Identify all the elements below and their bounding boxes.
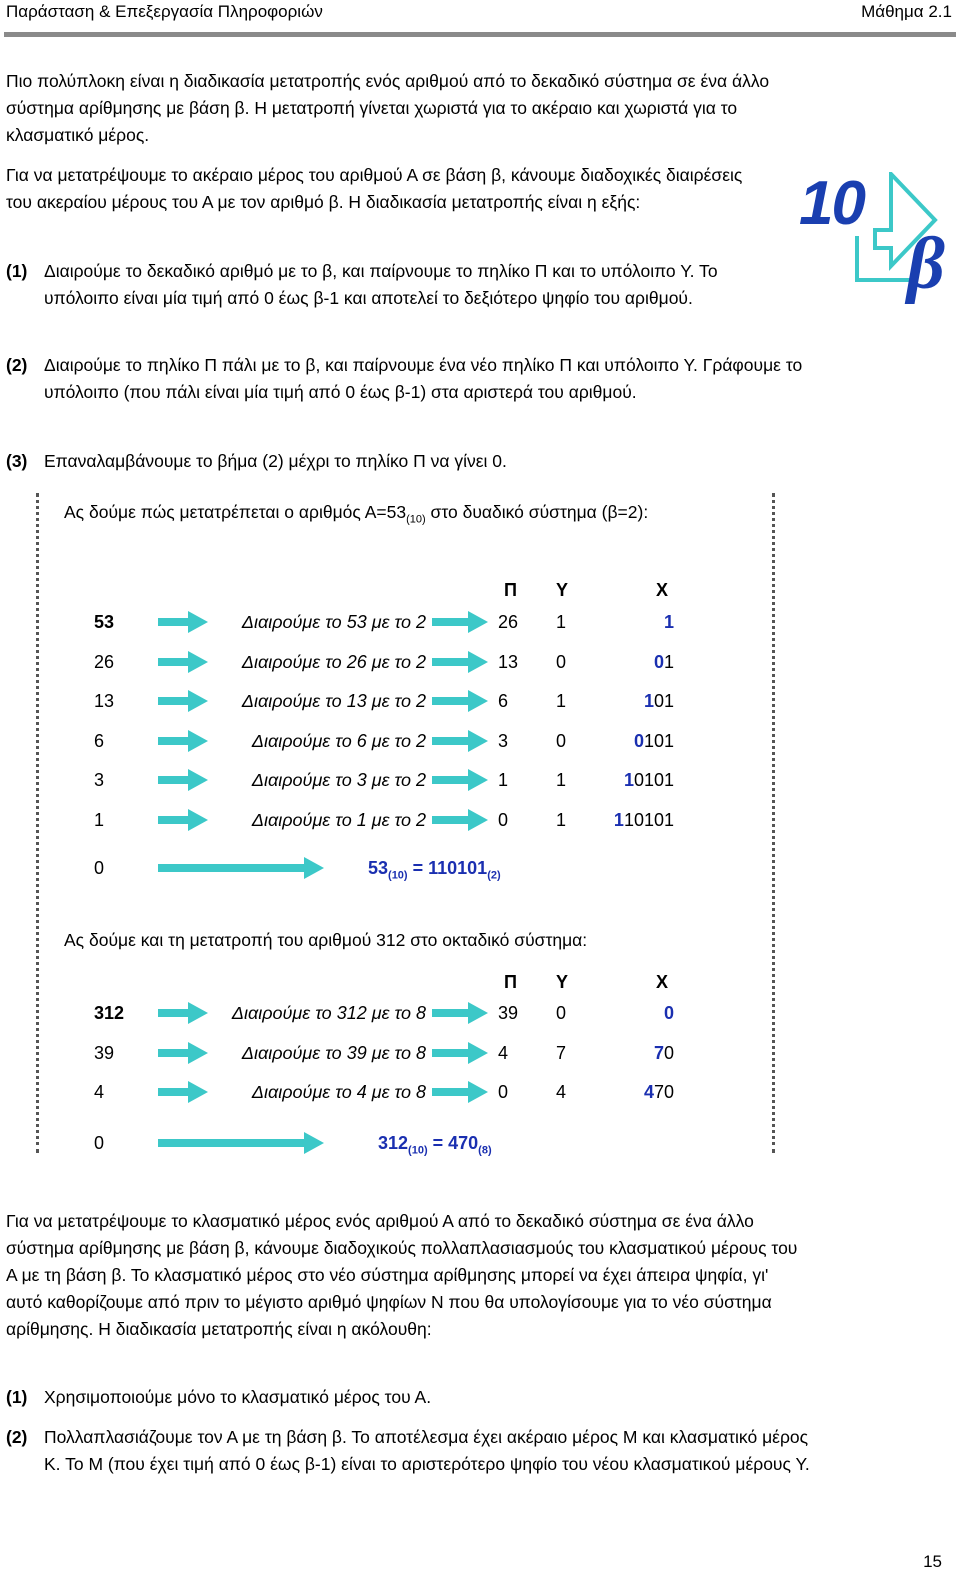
fraction-paragraph: Για να μετατρέψουμε το κλασματικό μέρος ενός αριθμού Α από το δεκαδικό σύστημα σε ένα άλλο σύστημα αρίθμησης με βάση β, κάνουμε διαδοχικούς πολλαπλασιασμούς του κλασματικού μέρους του Α με τη βάση β. Το κλασματικό μέρος στο νέο σύστημα αρίθμησης μπορεί να έχει άπειρα ψηφία, γι' αυτό καθορίζουμε από πριν το μέγιστο αριθμό ψηφίων Ν που θα υπολογίσουμε για το νέο σύστημα αρίθμησης. Η διαδικασία μετατροπής είναι η ακόλουθη:	[6, 1211, 798, 1339]
example1-intro-before: Ας δούμε πώς μετατρέπεται ο αριθμός Α=53	[64, 502, 407, 522]
dividend: 53	[94, 612, 115, 632]
quotient: 39	[498, 1003, 519, 1023]
quotient: 0	[498, 810, 509, 830]
example1-col-remainder: Υ	[556, 580, 569, 600]
dividend: 13	[94, 691, 115, 712]
intro-paragraph-2: Για να μετατρέψουμε το ακέραιο μέρος του αριθμού Α σε βάση β, κάνουμε διαδοχικές διαιρέσεις του ακεραίου μέρους του Α με τον αριθμό β. Η διαδικασία μετατροπής είναι η εξής:	[6, 165, 743, 212]
previous-digits: 70	[653, 1082, 674, 1103]
arrow-icon	[432, 689, 488, 713]
new-digit: 1	[623, 770, 634, 791]
arrow-icon	[432, 729, 488, 753]
new-digit: 1	[643, 691, 654, 712]
step-text: Πολλαπλασιάζουμε τον Α με τη βάση β. Το αποτέλεσμα έχει ακέραιο μέρος Μ και κλασματικό μέρος Κ. Το Μ (που έχει τιμή από 0 έως β-1) είναι το αριστερότερο ψηφίο του νέου κλασματικού μέρους Υ.	[44, 1427, 810, 1474]
arrow-icon	[158, 610, 208, 634]
header-title: Παράσταση & Επεξεργασία Πληροφοριών	[6, 2, 323, 21]
logo-from-base: 10	[799, 169, 864, 238]
step-text: Διαιρούμε το δεκαδικό αριθμό με το β, και παίρνουμε το πηλίκο Π και το υπόλοιπο Υ. Το υπόλοιπο είναι μία τιμή από 0 έως β-1 και αποτελεί το δεξιότερο ψηφίο του αριθμού.	[44, 261, 718, 308]
remainder: 1	[556, 770, 567, 791]
new-digit: 7	[653, 1042, 664, 1063]
partial-result	[590, 612, 674, 633]
arrow-icon	[158, 729, 208, 753]
quotient: 4	[498, 1042, 509, 1063]
remainder: 1	[556, 612, 567, 632]
example2-col-quotient: Π	[504, 972, 517, 992]
example2-intro: Ας δούμε και τη μετατροπή του αριθμού 312 στο οκταδικό σύστημα:	[64, 930, 588, 950]
quotient: 0	[498, 1082, 509, 1103]
logo-to-base: β	[907, 223, 945, 305]
step-text: Διαιρούμε το πηλίκο Π πάλι με το β, και παίρνουμε ένα νέο πηλίκο Π και υπόλοιπο Υ. Γράφουμε το υπόλοιπο (που πάλι είναι μία τιμή από 0 έως β-1) στα αριστερά του αριθμού.	[44, 355, 803, 402]
previous-digits: 10101	[623, 810, 674, 830]
partial-result	[590, 652, 674, 673]
base-conversion-logo	[795, 169, 955, 322]
previous-digits: 01	[653, 691, 674, 712]
arrow-icon	[432, 768, 488, 792]
partial-result	[590, 770, 674, 791]
header-lesson: Μάθημα 2.1	[861, 2, 952, 21]
step-number: (1)	[6, 1387, 28, 1407]
example2-col-result: Χ	[656, 972, 669, 992]
arrow-icon	[432, 808, 488, 832]
division-description: Διαιρούμε το 26 με το 2	[241, 651, 426, 672]
new-digit: 1	[613, 810, 624, 830]
step-number: (3)	[6, 451, 28, 471]
final-dividend: 0	[94, 1133, 105, 1153]
new-digit: 0	[663, 1003, 674, 1023]
dividend: 1	[94, 810, 105, 830]
arrow-icon	[158, 768, 208, 792]
example1-result	[368, 858, 501, 882]
remainder: 7	[556, 1042, 567, 1063]
arrow-icon	[158, 1041, 208, 1065]
result-left: 312	[378, 1133, 409, 1153]
header-rule	[4, 32, 956, 37]
quotient: 13	[498, 651, 519, 672]
new-digit: 0	[653, 651, 664, 672]
arrow-icon	[432, 650, 488, 674]
example2-result	[378, 1133, 492, 1157]
result-eq: =	[427, 1133, 449, 1153]
remainder: 1	[556, 691, 567, 712]
new-digit: 1	[663, 612, 674, 632]
step-number: (2)	[6, 1427, 28, 1447]
quotient: 1	[498, 770, 509, 791]
example1-intro-after: στο δυαδικό σύστημα (β=2):	[425, 502, 649, 522]
dividend: 6	[94, 730, 105, 751]
step-text: Επαναλαμβάνουμε το βήμα (2) μέχρι το πηλίκο Π να γίνει 0.	[44, 451, 507, 471]
division-description: Διαιρούμε το 4 με το 8	[251, 1082, 426, 1103]
quotient: 3	[498, 730, 509, 751]
partial-result	[590, 1043, 674, 1064]
previous-digits: 0101	[633, 770, 674, 791]
result-right: 470	[448, 1133, 479, 1153]
partial-result	[590, 691, 674, 712]
partial-result	[590, 731, 674, 752]
result-left-sub: (10)	[388, 869, 408, 882]
result-right-sub: (2)	[487, 869, 501, 882]
example1-intro-sub: (10)	[406, 513, 426, 526]
division-description: Διαιρούμε το 3 με το 2	[251, 770, 426, 791]
result-eq: =	[407, 858, 429, 878]
division-description: Διαιρούμε το 39 με το 8	[241, 1042, 426, 1063]
division-description: Διαιρούμε το 312 με το 8	[231, 1003, 426, 1023]
arrow-icon	[158, 650, 208, 674]
new-digit: 4	[643, 1082, 654, 1103]
remainder: 0	[556, 651, 567, 672]
new-digit: 0	[633, 730, 644, 751]
arrow-icon	[158, 808, 208, 832]
previous-digits: 101	[643, 730, 674, 751]
dividend: 26	[94, 651, 115, 672]
example2-col-remainder: Υ	[556, 972, 569, 992]
previous-digits: 0	[663, 1042, 674, 1063]
arrow-icon	[432, 1041, 488, 1065]
dividend: 4	[94, 1082, 105, 1103]
step-text: Χρησιμοποιούμε μόνο το κλασματικό μέρος του Α.	[44, 1387, 432, 1407]
arrow-icon	[432, 1001, 488, 1025]
division-description: Διαιρούμε το 13 με το 2	[241, 691, 426, 712]
remainder: 0	[556, 730, 567, 751]
page-header	[0, 0, 960, 36]
division-description: Διαιρούμε το 1 με το 2	[251, 810, 426, 830]
example1-intro	[64, 498, 744, 534]
arrow-icon	[432, 610, 488, 634]
arrow-icon	[432, 1080, 488, 1104]
previous-digits: 1	[663, 651, 674, 672]
dividend: 39	[94, 1042, 115, 1063]
intro-paragraph-1: Πιο πολύπλοκη είναι η διαδικασία μετατροπής ενός αριθμού από το δεκαδικό σύστημα σε ένα άλλο σύστημα αρίθμησης με βάση β. Η μετατροπή γίνεται χωριστά για το ακέραιο και χωριστά για το κλασματικό μέρος.	[6, 71, 770, 145]
remainder: 0	[556, 1003, 567, 1023]
partial-result	[590, 1082, 674, 1103]
example1-col-result: Χ	[656, 580, 669, 600]
step-number: (2)	[6, 355, 28, 375]
remainder: 1	[556, 810, 567, 830]
result-left: 53	[368, 858, 389, 878]
example1-col-quotient: Π	[504, 580, 517, 600]
final-dividend: 0	[94, 858, 105, 878]
partial-result	[590, 810, 674, 831]
division-description: Διαιρούμε το 53 με το 2	[241, 612, 426, 632]
result-right: 110101	[428, 858, 488, 878]
division-description: Διαιρούμε το 6 με το 2	[251, 730, 426, 751]
arrow-icon	[158, 1001, 208, 1025]
result-left-sub: (10)	[408, 1144, 428, 1157]
arrow-icon	[158, 1080, 208, 1104]
result-right-sub: (8)	[478, 1144, 492, 1157]
arrow-icon	[158, 689, 208, 713]
dividend: 312	[94, 1003, 125, 1023]
partial-result	[590, 1003, 674, 1024]
page-number: 15	[923, 1552, 942, 1571]
step-number: (1)	[6, 261, 28, 281]
remainder: 4	[556, 1082, 567, 1103]
quotient: 6	[498, 691, 509, 712]
dividend: 3	[94, 770, 105, 791]
quotient: 26	[498, 612, 519, 632]
